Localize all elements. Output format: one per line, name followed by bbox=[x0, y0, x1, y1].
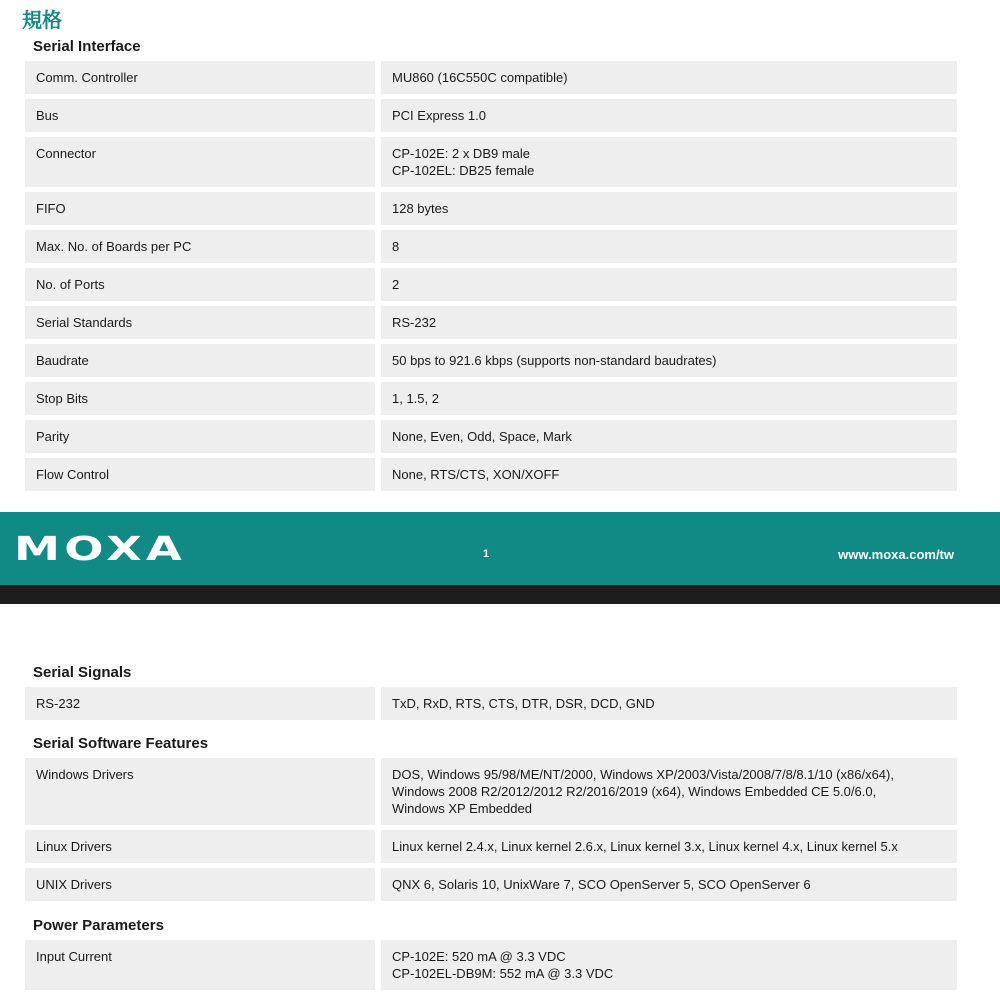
spec-label: Flow Control bbox=[25, 458, 375, 491]
spec-label: FIFO bbox=[25, 192, 375, 225]
spec-row-input-current bbox=[25, 940, 957, 990]
page-heading: 規格 bbox=[22, 8, 62, 32]
spec-label: No. of Ports bbox=[25, 268, 375, 301]
spec-label: Bus bbox=[25, 99, 375, 132]
spec-row-fifo bbox=[25, 192, 957, 225]
spec-value: CP-102E: 2 x DB9 male CP-102EL: DB25 female bbox=[381, 137, 957, 187]
spec-row-connector bbox=[25, 137, 957, 187]
section-title-power-parameters: Power Parameters bbox=[33, 917, 164, 934]
spec-row-stop-bits bbox=[25, 382, 957, 415]
spec-label: Parity bbox=[25, 420, 375, 453]
section-title-serial-signals: Serial Signals bbox=[33, 664, 132, 681]
spec-value: 128 bytes bbox=[381, 192, 957, 225]
spec-value: 1, 1.5, 2 bbox=[381, 382, 957, 415]
spec-value: Linux kernel 2.4.x, Linux kernel 2.6.x, Linux kernel 3.x, Linux kernel 4.x, Linux kernel 5.x bbox=[381, 830, 957, 863]
spec-row-comm-controller bbox=[25, 61, 957, 94]
spec-label: RS-232 bbox=[25, 687, 375, 720]
spec-value: None, RTS/CTS, XON/XOFF bbox=[381, 458, 957, 491]
spec-value: PCI Express 1.0 bbox=[381, 99, 957, 132]
spec-row-parity bbox=[25, 420, 957, 453]
spec-label: Comm. Controller bbox=[25, 61, 375, 94]
spec-label: Linux Drivers bbox=[25, 830, 375, 863]
spec-value: None, Even, Odd, Space, Mark bbox=[381, 420, 957, 453]
spec-row-flow-control bbox=[25, 458, 957, 491]
spec-value: CP-102E: 520 mA @ 3.3 VDC CP-102EL-DB9M: 552 mA @ 3.3 VDC bbox=[381, 940, 957, 990]
spec-row-max-boards bbox=[25, 230, 957, 263]
spec-label: Stop Bits bbox=[25, 382, 375, 415]
spec-value: MU860 (16C550C compatible) bbox=[381, 61, 957, 94]
spec-label: Baudrate bbox=[25, 344, 375, 377]
spec-value: QNX 6, Solaris 10, UnixWare 7, SCO OpenServer 5, SCO OpenServer 6 bbox=[381, 868, 957, 901]
spec-label: Max. No. of Boards per PC bbox=[25, 230, 375, 263]
spec-label: Windows Drivers bbox=[25, 758, 375, 825]
spec-label: Input Current bbox=[25, 940, 375, 990]
page-footer-dark-strip bbox=[0, 585, 1000, 604]
spec-value: TxD, RxD, RTS, CTS, DTR, DSR, DCD, GND bbox=[381, 687, 957, 720]
spec-row-rs232 bbox=[25, 687, 957, 720]
spec-label: Connector bbox=[25, 137, 375, 187]
spec-row-windows-drivers bbox=[25, 758, 957, 825]
spec-label: Serial Standards bbox=[25, 306, 375, 339]
spec-row-unix-drivers bbox=[25, 868, 957, 901]
moxa-logo bbox=[14, 530, 194, 564]
section-title-serial-interface: Serial Interface bbox=[33, 38, 141, 55]
spec-row-bus bbox=[25, 99, 957, 132]
spec-value: RS-232 bbox=[381, 306, 957, 339]
spec-row-serial-standards bbox=[25, 306, 957, 339]
spec-row-no-of-ports bbox=[25, 268, 957, 301]
spec-label: UNIX Drivers bbox=[25, 868, 375, 901]
spec-value: DOS, Windows 95/98/ME/NT/2000, Windows XP/2003/Vista/2008/7/8/8.1/10 (x86/x64), Windows 2008 R2/2012/2012 R2/2016/2019 (x64), Windows Embedded CE 5.0/6.0, Windows XP Embedded bbox=[381, 758, 957, 825]
website-link[interactable]: www.moxa.com/tw bbox=[838, 547, 954, 562]
spec-value: 50 bps to 921.6 kbps (supports non-standard baudrates) bbox=[381, 344, 957, 377]
page-number: 1 bbox=[483, 548, 490, 560]
moxa-logo-text: MOXA bbox=[14, 530, 186, 564]
spec-value: 8 bbox=[381, 230, 957, 263]
spec-value: 2 bbox=[381, 268, 957, 301]
section-title-serial-software: Serial Software Features bbox=[33, 735, 209, 752]
spec-row-baudrate bbox=[25, 344, 957, 377]
spec-row-linux-drivers bbox=[25, 830, 957, 863]
